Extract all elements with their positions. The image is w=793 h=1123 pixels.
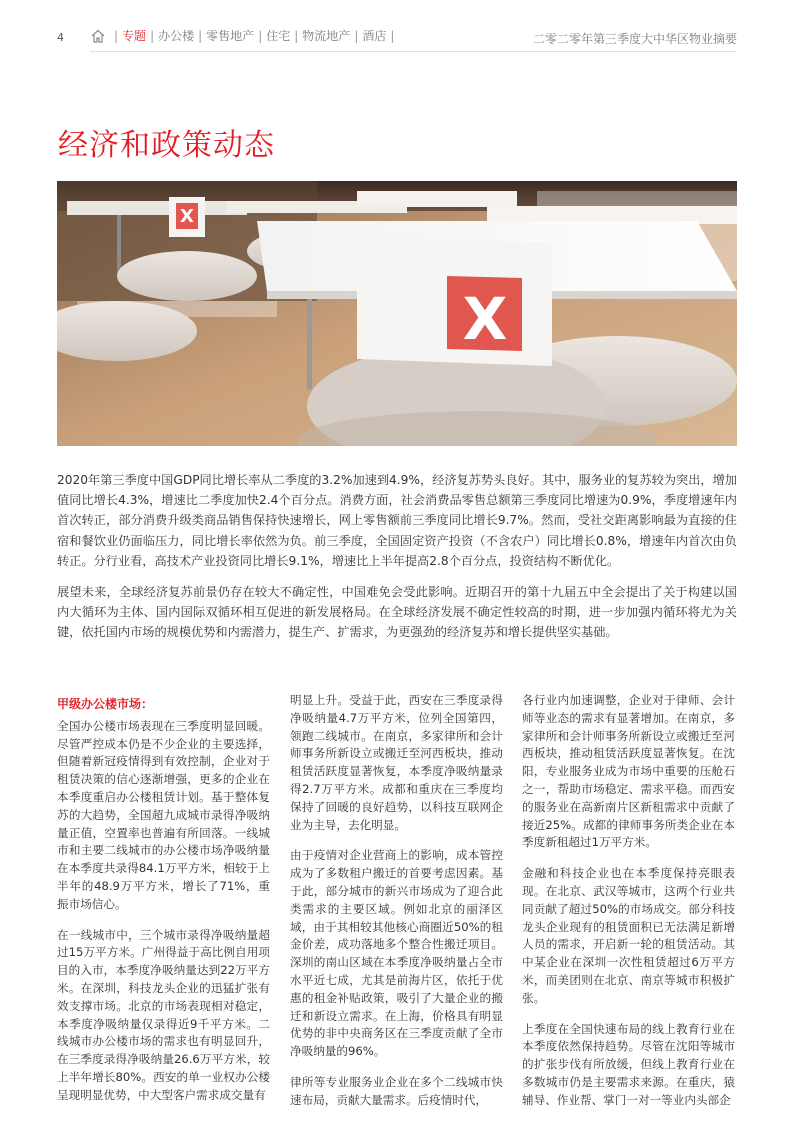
nav-separator: | [150, 28, 155, 43]
nav-item-office[interactable]: 办公楼 [158, 29, 195, 43]
nav-item-logistics[interactable]: 物流地产 [302, 29, 351, 43]
page-title: 经济和政策动态 [58, 128, 275, 163]
hero-image [57, 181, 737, 446]
header-divider [90, 51, 737, 52]
column-paragraph: 各行业内加速调整，企业对于律师、会计师等业态的需求有显著增加。在南京，多家律所和会计师事务所新设立或搬迁至河西板块，推动租赁活跃度显著恢复。在沈阳，专业服务业成为市场中重要的压舱石之一，帮助市场稳定、需求平稳。而西安的服务业在高新南片区新租需求中贡献了接近25%。成都的律师事务所类企业在本季度新租超过1万平方米。 [522, 693, 735, 850]
home-icon[interactable] [90, 28, 106, 44]
intro-section [57, 470, 737, 654]
nav-separator: | [198, 28, 203, 43]
nav-separator: | [114, 28, 119, 43]
intro-paragraph: 展望未来，全球经济复苏前景仍存在较大不确定性，中国难免会受此影响。近期召开的第十九届五中全会提出了关于构建以国内大循环为主体、国内国际双循环相互促进的新发展格局。在全球经济发展不确定性较高的时期，进一步加强内循环将尤为关键，依托国内市场的规模优势和内需潜力，提生产、扩需求，为更强劲的经济复苏和增长提供坚实基础。 [57, 585, 737, 640]
report-title: 二零二零年第三季度大中华区物业摘要 [532, 32, 737, 46]
nav-item-hotel[interactable]: 酒店 [362, 29, 387, 43]
nav-separator: | [258, 28, 263, 43]
nav-separator: | [294, 28, 299, 43]
background-sign-x: X [180, 206, 194, 227]
text-column-1 [57, 696, 270, 1118]
restaurant-scene-illustration [57, 181, 737, 446]
column-paragraph: 在一线城市中，三个城市录得净吸纳量超过15万平方米。广州得益于高比例自用项目的入市，本季度净吸纳量达到22万平方米。在深圳，科技龙头企业的迅猛扩张有效支撑市场。北京的市场表现相对稳定，本季度净吸纳量仅录得近9千平方米。二线城市办公楼市场的需求也有明显回升，在三季度录得净吸纳量26.6万平方米，较上半年增长80%。西安的单一业权办公楼呈现明显优势，中大型客户需求成交量有 [57, 927, 270, 1102]
column-paragraph: 律所等专业服务业企业在多个二线城市快速布局，贡献大量需求。后疫情时代， [290, 1074, 503, 1107]
foreground-sign-x: X [462, 285, 508, 353]
nav-separator: | [354, 28, 359, 43]
column-paragraph: 全国办公楼市场表现在三季度明显回暖。尽管严控成本仍是不少企业的主要选择，但随着新冠疫情得到有效控制，企业对于租赁决策的信心逐渐增强，更多的企业在本季度重启办公楼租赁计划。基于整体复苏的大趋势，全国超九成城市录得净吸纳量正值，空置率也普遍有所回落。一线城市和主要二线城市的办公楼市场净吸纳量在本季度共录得84.1万平方米，相较于上半年的48.9万平方米，增长了71%，重振市场信心。 [57, 718, 270, 911]
column-paragraph: 明显上升。受益于此，西安在三季度录得净吸纳量4.7万平方米，位列全国第四，领跑二线城市。在南京，多家律所和会计师事务所新设立或搬迁至河西板块，推动租赁活跃度显著恢复，本季度净吸纳量录得2.7万平方米。成都和重庆在三季度均保持了回暖的良好趋势，以科技互联网企业为主导，去化明显。 [290, 693, 503, 832]
page-header [0, 0, 793, 80]
section-heading-grade-a-office: 甲级办公楼市场： [57, 697, 154, 711]
column-paragraph: 上季度在全国快速布局的线上教育行业在本季度依然保持趋势。尽管在沈阳等城市的扩张步伐有所放缓，但线上教育行业在多数城市仍是主要需求来源。在重庆，猿辅导、作业帮、掌门一对一等业内头部企 [522, 1021, 735, 1107]
column-paragraph: 由于疫情对企业营商上的影响，成本管控成为了多数租户搬迁的首要考虑因素。基于此，部分城市的新兴市场成为了迎合此类需求的主要区域。例如北京的丽泽区域，由于其相较其他核心商圈近50%的租金价差，成功落地多个整合性搬迁项目。深圳的南山区域在本季度净吸纳量占全市水平近七成，尤其是前海片区，依托于优惠的租金补贴政策，吸引了大量企业的搬迁和新设立需求。在上海，价格具有明显优势的非中央商务区在三季度贡献了全市净吸纳量的96%。 [290, 848, 503, 1059]
column-paragraph: 金融和科技企业也在本季度保持亮眼表现。在北京、武汉等城市，这两个行业共同贡献了超过50%的市场成交。部分科技龙头企业现有的租赁面积已无法满足新增人员的需求，开启新一轮的租赁活动。其中某企业在深圳一次性租赁超过6万平方米，而美团则在北京、南京等城市积极扩张。 [522, 866, 735, 1005]
text-column-2 [290, 692, 503, 1123]
nav-item-residential[interactable]: 住宅 [266, 29, 291, 43]
section-nav [90, 27, 398, 44]
page-number: 4 [57, 31, 64, 44]
nav-separator: | [390, 28, 395, 43]
nav-item-special[interactable]: 专题 [122, 29, 147, 43]
text-column-3 [522, 692, 735, 1123]
nav-item-retail[interactable]: 零售地产 [206, 29, 255, 43]
intro-paragraph: 2020年第三季度中国GDP同比增长率从二季度的3.2%加速到4.9%，经济复苏势头良好。其中，服务业的复苏较为突出，增加值同比增长4.3%，增速比二季度加快2.4个百分点。消费方面，社会消费品零售总额第三季度同比增速为0.9%，季度增速年内首次转正，部分消费升级类商品销售保持快速增长，网上零售额前三季度同比增长9.7%。然而，受社交距离影响最为直接的住宿和餐饮业仍面临压力，同比增长率依然为负。前三季度，全国固定资产投资（不含农户）同比增长0.8%，增速年内首次由负转正。分行业看，高技术产业投资同比增长9.1%，增速比上半年提高2.8个百分点，投资结构不断优化。 [57, 473, 737, 568]
